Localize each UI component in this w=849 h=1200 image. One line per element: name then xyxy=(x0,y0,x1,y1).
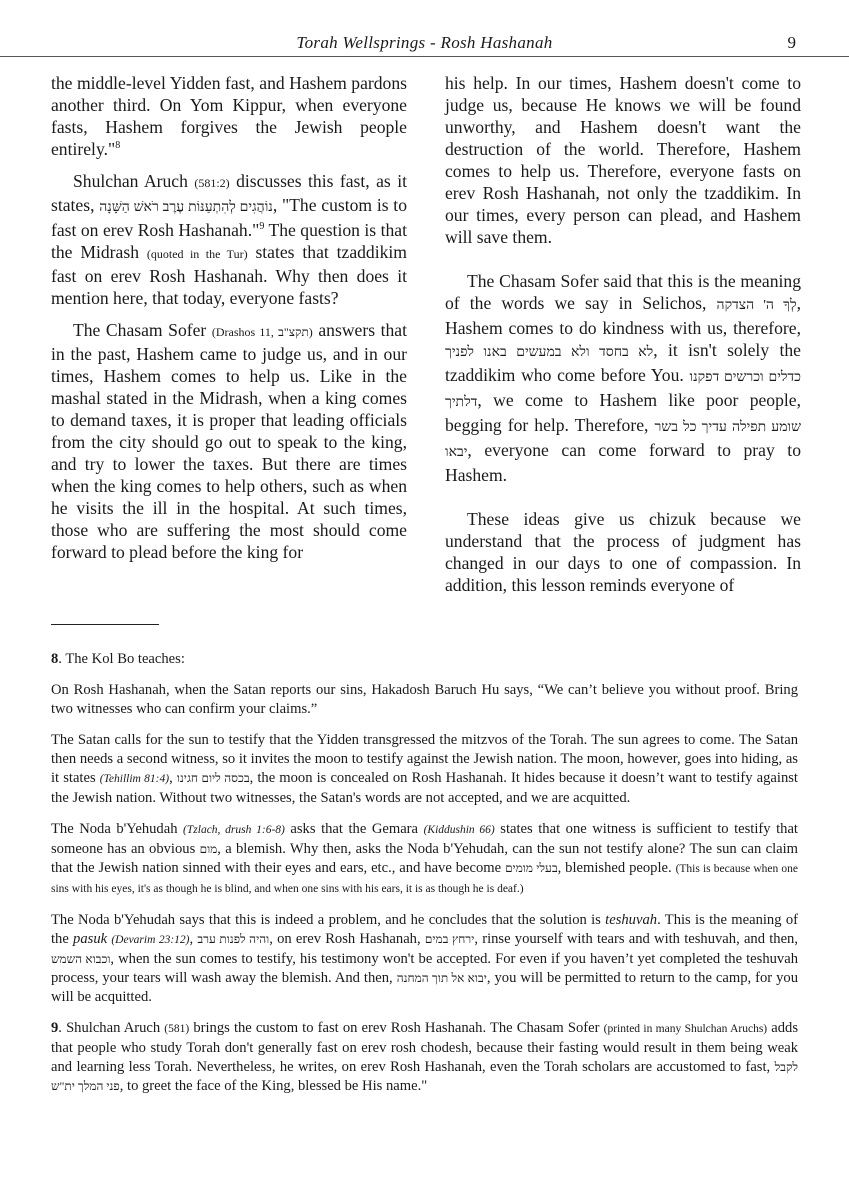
citation: (quoted in the Tur) xyxy=(146,247,248,261)
text: The question is that the Midrash xyxy=(51,220,407,262)
text: The Noda b'Yehudah xyxy=(51,821,184,837)
page-number: 9 xyxy=(787,33,796,52)
text: , when the sun comes to testify, his testimony won't be accepted. For even if you haven’t yet completed the teshuvah process, your tears will wash away the blemish. And then, xyxy=(51,951,798,986)
footnote-ref-8: 8 xyxy=(115,140,121,152)
text: , Hashem comes to do kindness with us, therefore, xyxy=(445,293,801,338)
hebrew-text: מום xyxy=(199,842,218,856)
text: The Satan calls for the sun to testify that the Yidden transgressed the mitzvos of the Torah. The sun agrees to come. The Satan then needs a second witness, so it invites the moon to testify against the Jewish nation. The moon, however, goes into hiding, as it states xyxy=(51,732,798,786)
hebrew-text: לא בחסד ולא במעשים באנו לפניך xyxy=(445,345,654,360)
text: , to greet the face of the King, blessed be His name." xyxy=(119,1078,428,1094)
hebrew-text: לקבל פני המלך ית"ש xyxy=(51,1060,798,1093)
text: asks that the Gemara xyxy=(284,821,424,837)
running-title: Torah Wellsprings - Rosh Hashanah xyxy=(296,33,553,52)
right-paragraph-1: his help. In our times, Hashem doesn't come to judge us, because He knows we will be found unworthy, and Hashem doesn't want the destruction of the world. Therefore, Hashem comes to help us. Therefore, everyone fasts on erev Rosh Hashanah, not only the tzaddikim. In our times, every person can plead, and Hashem will save them. xyxy=(445,73,801,247)
parenthetical-note: (This is because when one sins with his eyes, it's as though he is blind, and when one sins with his ears, it is as though he is deaf.) xyxy=(51,863,799,895)
text: , on erev Rosh Hashanah, xyxy=(269,931,425,947)
footnote-8-paragraph-4 xyxy=(51,911,798,1007)
text: , we come to Hashem like poor people, begging for help. Therefore, xyxy=(445,390,801,435)
hebrew-text: שומע תפילה עדיך כל בשר יבאו xyxy=(445,420,801,460)
footnotes xyxy=(51,650,798,1108)
text: states that tzaddikim fast on erev Rosh Hashanah. Why then does it mention here, that today, everyone fasts? xyxy=(51,242,407,308)
hebrew-text: וכבוא השמש xyxy=(51,952,111,966)
text: , it isn't solely the tzaddikim who come before You. xyxy=(445,340,801,385)
citation: (Tehillim 81:4) xyxy=(99,773,170,785)
left-paragraph-2 xyxy=(51,170,407,309)
text: The Chasam Sofer said that this is the meaning of the words we say in Selichos, xyxy=(445,271,801,313)
text: answers that in the past, Hashem came to judge us, and in our times, Hashem comes to help us. Like in the mashal stated in the Midrash, when a king comes to demand taxes, it is proper that leading officials from the city should go out to speak to the king, and try to lower the taxes. But there are times when the king comes to help others, such as when he visits the ill in the hospital. At such times, those who are suffering the most should come forward to plead before the king for xyxy=(51,320,407,562)
citation: (Kiddushin 66) xyxy=(423,824,495,836)
left-column xyxy=(51,72,407,573)
footnote-ref-9: 9 xyxy=(259,221,265,233)
emphasis: teshuvah xyxy=(605,912,658,928)
hebrew-text: יבוא אל תוך המחנה xyxy=(396,971,487,985)
text: . This is the meaning of the xyxy=(51,912,798,947)
footnote-number: 9 xyxy=(51,1020,59,1036)
text: , rinse yourself with tears and with teshuvah, and then, xyxy=(474,931,799,947)
text: , a blemish. Why then, asks the Noda b'Yehudah, can the sun not testify alone? The sun can claim that the Jewish nation sinned with their eyes and ears, etc., and have become xyxy=(51,841,799,876)
text: adds that people who study Torah don't generally fast on erev rosh chodesh, because their fasting would result in them being weak and learning less Torah. Nevertheless, he writes, on erev Rosh Hashanah, even the Torah scholars are accustomed to fast, xyxy=(51,1020,799,1075)
emphasis: pasuk xyxy=(73,931,108,947)
hebrew-text: ירחץ במים xyxy=(424,932,475,946)
running-header xyxy=(0,30,849,57)
text: , "The custom is to fast on erev Rosh Hashanah." xyxy=(51,195,407,240)
hebrew-text: בעלי מומים xyxy=(505,861,558,875)
text: , you will be permitted to return to the camp, for you will be acquitted. xyxy=(51,970,799,1005)
text: , the moon is concealed on Rosh Hashanah. It hides because it doesn’t want to testify against the Jewish nation. Without two witnesses, the Satan's words are not accepted, and we are acquitted. xyxy=(51,770,798,806)
citation: (581:2) xyxy=(194,176,230,190)
right-paragraph-2 xyxy=(445,270,801,486)
footnote-8-paragraph-1: On Rosh Hashanah, when the Satan reports our sins, Hakadosh Baruch Hu says, “We can’t believe you without proof. Bring two witnesses who can confirm your claims.” xyxy=(51,682,798,717)
citation: (Tzlach, drush 1:6-8) xyxy=(183,824,285,836)
left-paragraph-1 xyxy=(51,72,407,160)
right-column xyxy=(445,72,801,606)
right-paragraph-3: These ideas give us chizuk because we understand that the process of judgment has changed in our days to one of compassion. In addition, this lesson reminds everyone of xyxy=(445,509,801,595)
footnote-9 xyxy=(51,1019,798,1096)
text: , blemished people. xyxy=(557,860,676,876)
footnote-8-paragraph-3 xyxy=(51,820,798,899)
text: The Noda b'Yehudah says that this is indeed a problem, and he concludes that the solution is xyxy=(51,912,606,928)
text: The Chasam Sofer xyxy=(73,320,212,340)
footnote-number: 8 xyxy=(51,651,59,667)
footnote-8-paragraph-2 xyxy=(51,731,798,808)
text: Shulchan Aruch xyxy=(73,171,195,191)
footnote-divider xyxy=(51,624,159,625)
hebrew-text: לְךָ ה' הצדקה xyxy=(716,298,797,313)
left-paragraph-3 xyxy=(51,319,407,563)
text: states that one witness is sufficient to testify that someone has an obvious xyxy=(51,821,798,857)
hebrew-text: נוֹהֲגִים לְהִתְעַנּוֹת עֶרֶב רֹאשׁ הַשָּׁנָה xyxy=(99,200,273,215)
hebrew-text: והיה לפנות ערב xyxy=(197,932,270,946)
citation: (printed in many Shulchan Aruchs) xyxy=(603,1023,768,1035)
text: , xyxy=(169,770,177,786)
text: the middle-level Yidden fast, and Hashem pardons another third. On Yom Kippur, when everyone fasts, Hashem forgives the Jewish people entirely." xyxy=(51,73,407,159)
citation: (Drashos 11, תקצ"ב) xyxy=(211,325,313,339)
text: brings the custom to fast on erev Rosh Hashanah. The Chasam Sofer xyxy=(189,1020,604,1036)
footnote-8-intro xyxy=(51,650,798,669)
hebrew-text: בכסה ליום חגינו xyxy=(176,771,250,785)
hebrew-text: כדלים וכרשים דפקנו דלתיך xyxy=(445,370,801,410)
text: . Shulchan Aruch xyxy=(58,1020,165,1036)
text: , xyxy=(189,931,198,947)
citation: (Devarim 23:12) xyxy=(111,934,190,946)
text: , everyone can come forward to pray to Hashem. xyxy=(445,440,801,485)
citation: (581) xyxy=(164,1023,190,1035)
text: discusses this fast, as it states, xyxy=(51,171,407,215)
text: . The Kol Bo teaches: xyxy=(58,651,185,667)
